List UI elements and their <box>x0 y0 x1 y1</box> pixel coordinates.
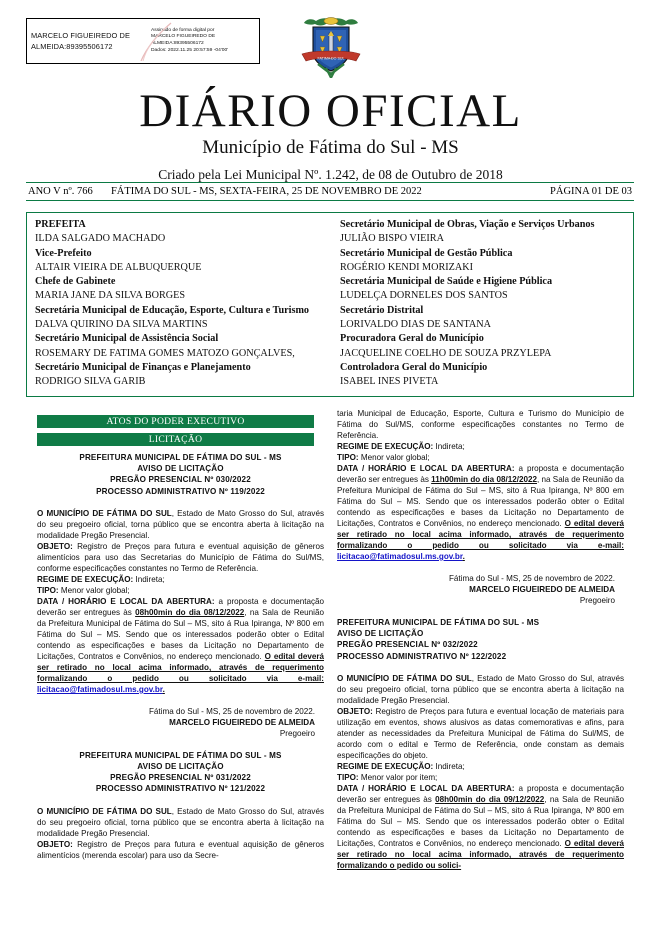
notice-031-cont-data-label: DATA / HORÁRIO E LOCAL DA ABERTURA: <box>337 464 515 473</box>
notice-031 <box>37 750 324 861</box>
notice-030-edital-note: O edital deverá ser retirado no local acima informado, através de requerimento formalizando o pedido ou solicitado via e-mail: <box>37 651 324 683</box>
column-left <box>37 452 324 861</box>
notice-032-header-2: AVISO DE LICITAÇÃO <box>337 629 424 639</box>
notice-031-cont-tipo-text: Menor valor global; <box>358 453 430 462</box>
notice-031-cont-edital-note: O edital deverá ser retirado no local acima informado, através de requerimento formalizando o pedido ou solicitado via e-mail: <box>337 519 624 550</box>
notice-032 <box>337 617 624 871</box>
official-role: Secretário Municipal de Finanças e Planejamento <box>35 361 251 373</box>
official-role: Secretário Municipal de Assistência Social <box>35 333 219 345</box>
notice-030-data <box>37 596 324 695</box>
column-right <box>337 408 624 871</box>
official-name: ISABEL INES PIVETA <box>340 376 439 388</box>
notice-031-cont-regime <box>337 441 624 452</box>
section-bar-atos-poder-executivo: ATOS DO PODER EXECUTIVO <box>37 415 314 428</box>
notice-030-objeto <box>37 541 324 574</box>
notice-030-header-4: PROCESSO ADMINISTRATIVO Nº 119/2022 <box>96 486 265 496</box>
notice-031-cont-signer: MARCELO FIGUEIREDO DE ALMEIDA <box>469 585 615 594</box>
official-role: Vice-Prefeito <box>35 247 92 259</box>
notice-032-regime <box>337 761 624 772</box>
notice-032-tipo <box>337 772 624 783</box>
digital-signature-box <box>26 18 260 64</box>
notice-030-intro-bold: O MUNICÍPIO DE FÁTIMA DO SUL <box>37 508 172 518</box>
notice-031-cont-data-text-2: , na Sala de Reunião da Prefeitura Municipal de Fátima do Sul – MS, sito á Rua Ipiranga, Nº 800 em Fátima do Sul – MS. Sendo que os interessados poderão obter o Edital contendo as especificações e bases da Licitação no Departamento de Licitações, Contratos e Convênios, no endereço mencionado. <box>337 475 624 528</box>
signature-detail-line1: Assinado de forma digital por <box>151 27 215 33</box>
notice-030-tipo <box>37 585 324 596</box>
notice-031-intro-bold: O MUNICÍPIO DE FÁTIMA DO SUL <box>37 806 172 816</box>
notice-030-regime-text: Indireta; <box>133 574 165 584</box>
masthead <box>0 86 661 185</box>
notice-030-data-date: 08h00min do dia 08/12/2022 <box>135 607 245 617</box>
official-role: Secretária Municipal de Saúde e Higiene Pública <box>340 276 553 288</box>
notice-032-data-label: DATA / HORÁRIO E LOCAL DA ABERTURA: <box>337 783 515 793</box>
notice-032-data <box>337 783 624 871</box>
notice-030-signer: MARCELO FIGUEIREDO DE ALMEIDA <box>169 717 315 727</box>
official-name: DALVA QUIRINO DA SILVA MARTINS <box>35 319 208 331</box>
issue-number: ANO V nº. 766 <box>28 186 93 197</box>
signature-subject-line1: MARCELO FIGUEIREDO DE <box>31 31 131 40</box>
masthead-subtitle: Município de Fátima do Sul - MS <box>202 137 459 158</box>
notice-030-header-3: PREGÃO PRESENCIAL Nº 030/2022 <box>110 475 251 485</box>
signature-subject-line2: ALMEIDA:89395506172 <box>31 42 113 51</box>
notice-030-signer-role: Pregoeiro <box>279 728 315 738</box>
official-name: JACQUELINE COELHO DE SOUZA PRZYLEPA <box>340 347 552 359</box>
notice-030-city-date: Fátima do Sul - MS, 25 de novembro de 2022. <box>148 706 315 716</box>
signature-details <box>149 28 228 54</box>
notice-030-tipo-label: TIPO: <box>37 585 59 595</box>
notice-030-intro <box>37 508 324 541</box>
official-role: Secretário Municipal de Obras, Viação e Serviços Urbanos <box>340 219 595 230</box>
issue-date: FÁTIMA DO SUL - MS, SEXTA-FEIRA, 25 DE NOVEMBRO DE 2022 <box>110 186 422 197</box>
notice-031-cont-data-text-1: a proposta e documentação deverão ser entregues às <box>337 464 624 484</box>
official-role: Chefe de Gabinete <box>35 276 116 288</box>
official-role: Controladora Geral do Município <box>340 361 488 373</box>
official-name: LUDELÇA DORNELES DOS SANTOS <box>340 290 508 302</box>
notice-031-cont-data-date: 11h00min do dia 08/12/2022 <box>431 475 537 484</box>
official-role: Procuradora Geral do Município <box>340 333 484 345</box>
notice-032-data-date: 08h00min do dia 09/12/2022 <box>435 794 545 804</box>
notice-031-cont-city-date: Fátima do Sul - MS, 25 de novembro de 2022. <box>448 574 615 583</box>
coat-of-arms-icon <box>296 16 366 78</box>
official-role: Secretário Distrital <box>340 304 424 316</box>
notice-032-header-4: PROCESSO ADMINISTRATIVO Nº 122/2022 <box>337 651 507 661</box>
notice-032-data-text-1: a proposta e documentação deverão ser entregues às <box>337 783 624 804</box>
notice-030-objeto-label: OBJETO: <box>37 541 73 551</box>
notice-032-data-text-2: , na Sala de Reunião da Prefeitura Municipal de Fátima do Sul – MS, sito á Rua Ipiranga, Nº 800 em Fátima do Sul – MS. Sendo que os interessados poderão obter o Edital contendo as especificações e bases da Licitação no Departamento de Licitações, Contratos e Convênios, no endereço mencionado. <box>337 794 624 848</box>
officials-box <box>26 212 634 397</box>
notice-030-header-1: PREFEITURA MUNICIPAL DE FÁTIMA DO SUL - MS <box>79 453 282 462</box>
notice-032-edital-note: O edital deverá ser retirado no local acima informado, através de requerimento formalizando o pedido ou solici- <box>337 838 624 870</box>
notice-031-intro <box>37 806 324 839</box>
notice-031-cont-text: taria Municipal de Educação, Esporte, Cultura e Turismo do Município de Fátima do Sul/MS, conforme especificações constantes no Termo de Referência. <box>337 409 624 440</box>
notice-030-data-text-1: a proposta e documentação deverão ser entregues às <box>37 596 324 617</box>
notice-031-header-4: PROCESSO ADMINISTRATIVO Nº 121/2022 <box>95 784 266 794</box>
official-name: ALTAIR VIEIRA DE ALBUQUERQUE <box>35 261 202 273</box>
notice-031-cont-email-link[interactable]: licitacao@fatimadosul.ms.gov.br <box>337 552 463 561</box>
notice-030-objeto-text: Registro de Preços para futura e eventual aquisição de gêneros alimentícios para uso das Secretarias do Município de Fátima do Sul/MS, conforme especificações constantes no Termo de Referência. <box>37 541 324 573</box>
notice-031-cont-regime-label: REGIME DE EXECUÇÃO: <box>337 442 434 451</box>
section-bar-licitacao: LICITAÇÃO <box>37 433 314 446</box>
official-name: MARIA JANE DA SILVA BORGES <box>35 290 186 302</box>
issue-info-bar <box>26 182 634 201</box>
official-role: PREFEITA <box>35 219 86 230</box>
notice-030-data-label: DATA / HORÁRIO E LOCAL DA ABERTURA: <box>37 596 215 606</box>
notice-030-data-text-2: , na Sala de Reunião da Prefeitura Municipal de Fátima do Sul – MS, sito á Rua Ipiranga, Nº 800 em Fátima do Sul – MS. Sendo que os interessados poderão obter o Edital contendo as especificações e bases da Licitação no Departamento de Licitações, Contratos e Convênios, no endereço mencionado. <box>37 607 324 661</box>
notice-030-regime-label: REGIME DE EXECUÇÃO: <box>37 574 134 584</box>
page-title: DIÁRIO OFICIAL <box>139 85 522 137</box>
notice-032-tipo-label: TIPO: <box>337 772 359 782</box>
notice-031-objeto <box>37 839 324 861</box>
notice-031-intro-rest: , Estado de Mato Grosso do Sul, através do seu pregoeiro oficial, torna público que se encontra aberta à licitação na modalidade Pregão Presencial. <box>37 806 324 838</box>
officials-column-left <box>27 213 330 396</box>
signature-detail-line2: MARCELO FIGUEIREDO DE <box>151 34 216 40</box>
official-name: ROGÉRIO KENDI MORIZAKI <box>340 261 473 273</box>
notice-031-header-3: PREGÃO PRESENCIAL Nº 031/2022 <box>110 773 251 783</box>
notice-031-header-1: PREFEITURA MUNICIPAL DE FÁTIMA DO SUL - MS <box>79 750 282 760</box>
notice-032-objeto-text: Registro de Preços para futura e eventual locação de materiais para utilização em eventos, shows alusivos as datas comemorativas e afins, para atender as necessidades da Prefeitura Municipal de Fátima do Sul/MS, de acordo com o edital e Termo de Referência, onde constam as demais especificações do objeto. <box>337 706 624 760</box>
notice-032-header-3: PREGÃO PRESENCIAL Nº 032/2022 <box>337 640 478 650</box>
notice-031-objeto-text: Registro de Preços para futura e eventual aquisição de gêneros alimentícios (merenda escolar) para uso da Secre- <box>37 839 324 860</box>
official-role: Secretário Municipal de Gestão Pública <box>340 247 513 259</box>
official-role: Secretária Municipal de Educação, Esporte, Cultura e Turismo <box>35 304 310 316</box>
notice-031-header-2: AVISO DE LICITAÇÃO <box>137 762 224 772</box>
notice-032-header-1: PREFEITURA MUNICIPAL DE FÁTIMA DO SUL - MS <box>337 618 540 627</box>
notice-030-email-link[interactable]: licitacao@fatimadosul.ms.gov.br <box>37 684 163 694</box>
notice-030-email-period: . <box>162 684 165 694</box>
officials-column-right <box>330 213 633 396</box>
page-number: PÁGINA 01 DE 03 <box>550 186 632 197</box>
notice-031-cont-regime-text: Indireta; <box>433 442 465 451</box>
official-name: ROSEMARY DE FATIMA GOMES MATOZO GONÇALVES, <box>35 347 295 359</box>
notice-030-header-2: AVISO DE LICITAÇÃO <box>137 464 224 474</box>
notice-031-cont-tipo <box>337 452 624 463</box>
signature-detail-line3: ALMEIDA:89395506172 <box>151 41 204 46</box>
notice-031-cont-email-period: . <box>462 552 465 561</box>
notice-032-intro <box>337 673 624 706</box>
signature-subject <box>27 30 149 52</box>
official-name: RODRIGO SILVA GARIB <box>35 376 146 388</box>
notice-030-regime <box>37 574 324 585</box>
notice-031-continued <box>337 408 624 606</box>
signature-detail-line4: Dados: 2022.11.25 20:57:59 -04'00' <box>151 47 229 53</box>
notice-032-objeto <box>337 706 624 761</box>
official-name: ILDA SALGADO MACHADO <box>35 233 166 245</box>
notice-031-cont-tipo-label: TIPO: <box>337 453 359 462</box>
notice-030 <box>37 452 324 739</box>
notice-032-intro-bold: O MUNICÍPIO DE FÁTIMA DO SUL <box>337 673 472 683</box>
official-name: LORIVALDO DIAS DE SANTANA <box>340 319 491 331</box>
notice-032-regime-label: REGIME DE EXECUÇÃO: <box>337 761 434 771</box>
notice-032-tipo-text: Menor valor por item; <box>358 772 438 782</box>
notice-031-cont-data <box>337 463 624 562</box>
svg-text:FATIMA DO SUL: FATIMA DO SUL <box>317 56 345 61</box>
notice-031-cont-signer-role: Pregoeiro <box>579 596 615 605</box>
notice-032-intro-rest: , Estado de Mato Grosso do Sul, através do seu pregoeiro oficial, torna público que se encontra aberta à licitação na modalidade Pregão Presencial. <box>337 673 624 705</box>
notice-030-tipo-text: Menor valor global; <box>58 585 130 595</box>
notice-030-intro-rest: , Estado de Mato Grosso do Sul, através do seu pregoeiro oficial, torna público que se encontra aberta à licitação na modalidade Pregão Presencial. <box>37 508 324 540</box>
notice-032-objeto-label: OBJETO: <box>337 706 373 716</box>
notice-031-objeto-label: OBJETO: <box>37 839 73 849</box>
masthead-law-reference: Criado pela Lei Municipal Nº. 1.242, de 08 de Outubro de 2018 <box>158 167 503 182</box>
notice-032-regime-text: Indireta; <box>433 761 465 771</box>
official-name: JULIÃO BISPO VIEIRA <box>340 233 444 245</box>
